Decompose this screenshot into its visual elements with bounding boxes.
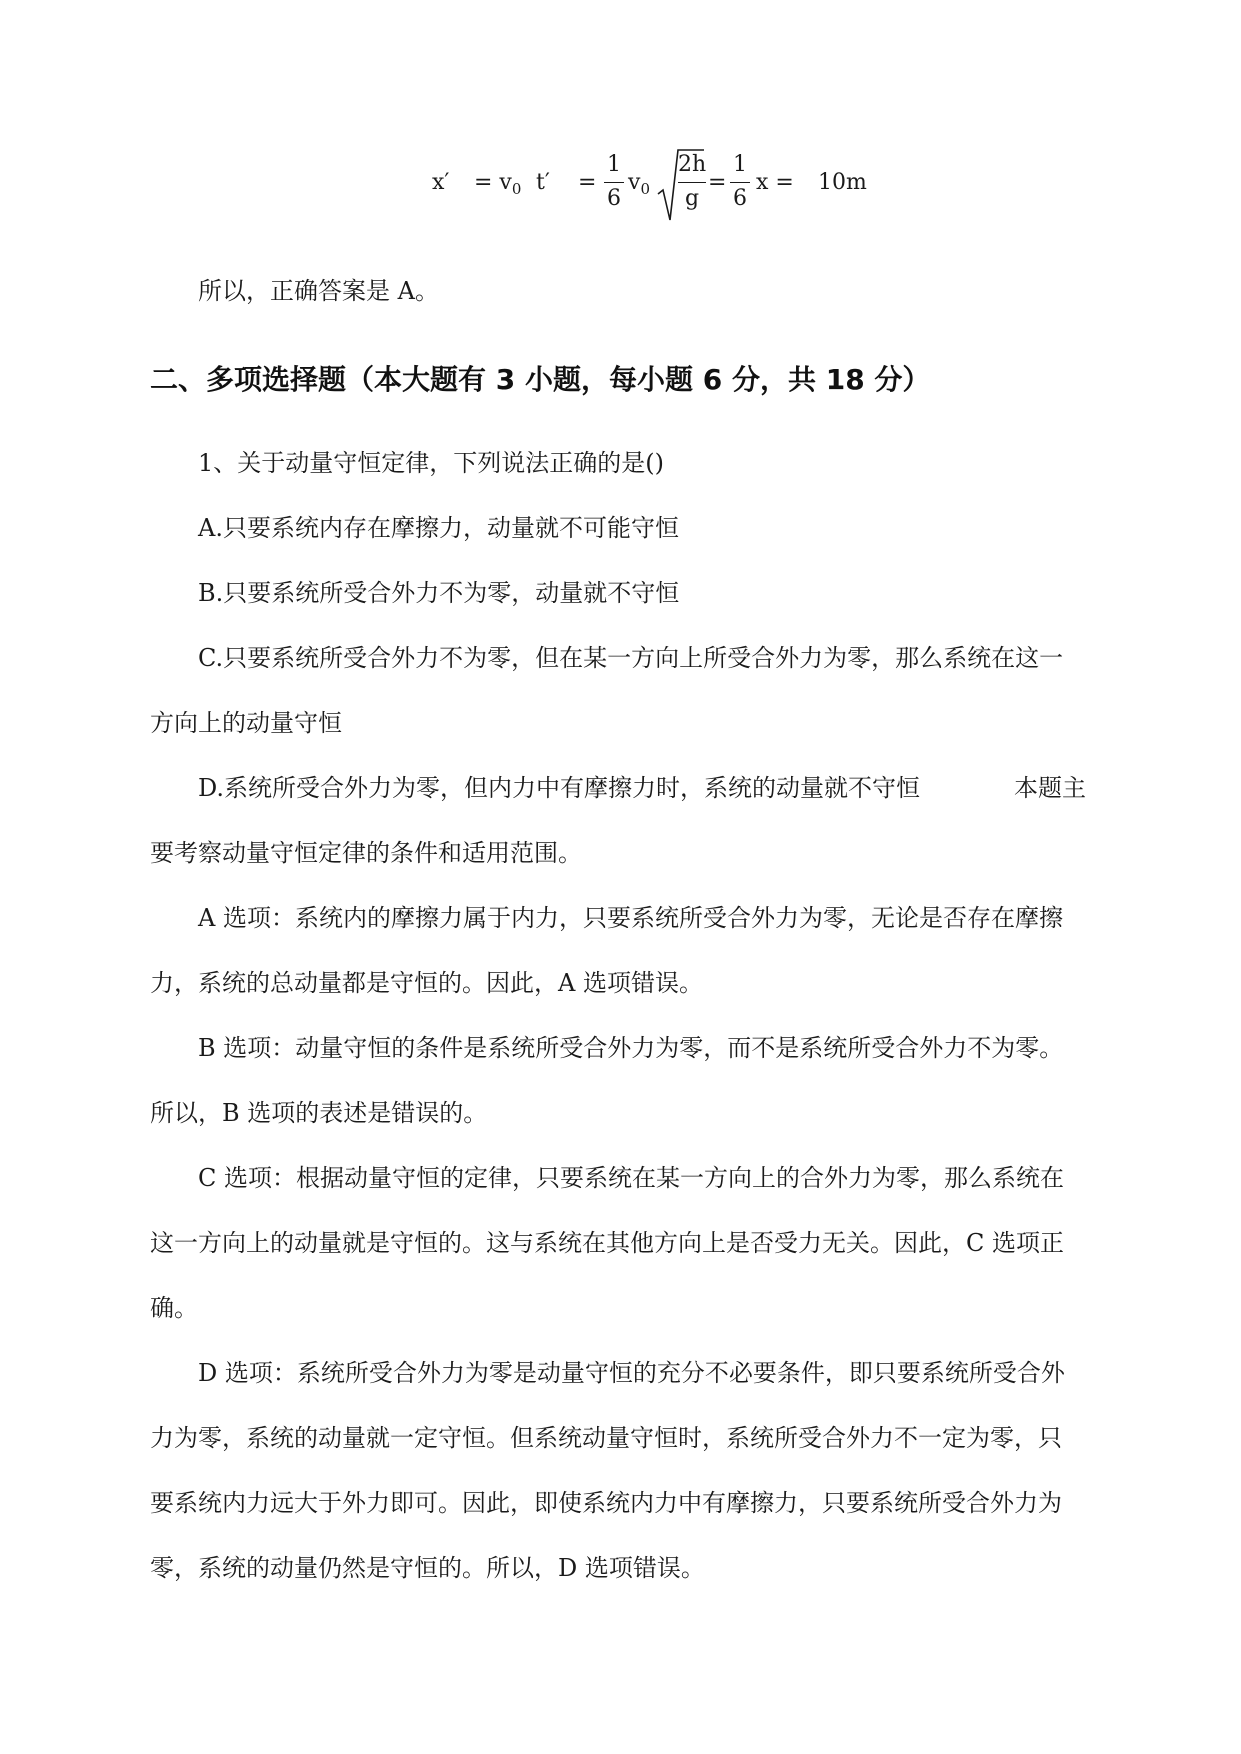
formula-sqrt-num: 2h (678, 152, 707, 177)
formula-eq1-text: = v (474, 170, 512, 195)
option-a: A.只要系统内存在摩擦力，动量就不可能守恒 (198, 514, 679, 542)
analysis-c-line3: 确。 (150, 1294, 198, 1322)
formula-sqrt-den: g (684, 186, 700, 211)
formula-t-prime: t′ (536, 170, 550, 195)
analysis-a-line1: A 选项：系统内的摩擦力属于内力，只要系统所受合外力为零，无论是否存在摩擦 (198, 904, 1063, 932)
option-d-line2: 要考察动量守恒定律的条件和适用范围。 (150, 839, 582, 867)
formula-v0-text: v (628, 170, 641, 195)
formula-frac1-den: 6 (607, 186, 621, 211)
option-c-line2: 方向上的动量守恒 (150, 709, 342, 737)
formula-sub0a: 0 (511, 180, 522, 198)
option-d-line1: D.系统所受合外力为零，但内力中有摩擦力时，系统的动量就不守恒 (198, 774, 921, 802)
analysis-c-line1: C 选项：根据动量守恒的定律，只要系统在某一方向上的合外力为零，那么系统在 (198, 1164, 1064, 1192)
analysis-a-line2: 力，系统的总动量都是守恒的。因此，A 选项错误。 (150, 969, 703, 997)
option-d-tail: 本题主 (1014, 774, 1086, 802)
analysis-d-line3: 要系统内力远大于外力即可。因此，即使系统内力中有摩擦力，只要系统所受合外力为 (150, 1489, 1062, 1517)
option-b: B.只要系统所受合外力不为零，动量就不守恒 (198, 579, 680, 607)
formula-eq2: = (578, 170, 597, 195)
formula-frac2-den: 6 (733, 186, 747, 211)
formula-sqrt-bar (678, 182, 706, 183)
formula-result: 10m (818, 170, 867, 195)
formula-frac2-bar (730, 182, 750, 183)
analysis-b-line1: B 选项：动量守恒的条件是系统所受合外力为零，而不是系统所受合外力不为零。 (198, 1034, 1064, 1062)
formula-frac1-bar (604, 182, 624, 183)
formula-x-eq: x = (756, 170, 794, 195)
formula-eq3: = (708, 170, 727, 195)
formula-frac2-num: 1 (733, 152, 747, 177)
analysis-d-line4: 零，系统的动量仍然是守恒的。所以，D 选项错误。 (150, 1554, 705, 1582)
formula (432, 150, 892, 230)
formula-v0 (628, 170, 650, 198)
analysis-c-line2: 这一方向上的动量就是守恒的。这与系统在其他方向上是否受力无关。因此，C 选项正 (150, 1229, 1064, 1257)
conclusion-text: 所以，正确答案是 A。 (198, 277, 439, 305)
formula-x-prime: x′ (432, 170, 450, 195)
analysis-b-line2: 所以，B 选项的表述是错误的。 (150, 1099, 488, 1127)
formula-sub0b: 0 (640, 180, 650, 198)
option-c-line1: C.只要系统所受合外力不为零，但在某一方向上所受合外力为零，那么系统在这一 (198, 644, 1064, 672)
analysis-d-line1: D 选项：系统所受合外力为零是动量守恒的充分不必要条件，即只要系统所受合外 (198, 1359, 1065, 1387)
formula-eq1 (474, 170, 522, 198)
question-stem: 1、关于动量守恒定律，下列说法正确的是() (198, 449, 664, 477)
formula-frac1-num: 1 (607, 152, 621, 177)
analysis-d-line2: 力为零，系统的动量就一定守恒。但系统动量守恒时，系统所受合外力不一定为零，只 (150, 1424, 1062, 1452)
section-heading: 二、多项选择题（本大题有 3 小题，每小题 6 分，共 18 分） (150, 363, 931, 396)
